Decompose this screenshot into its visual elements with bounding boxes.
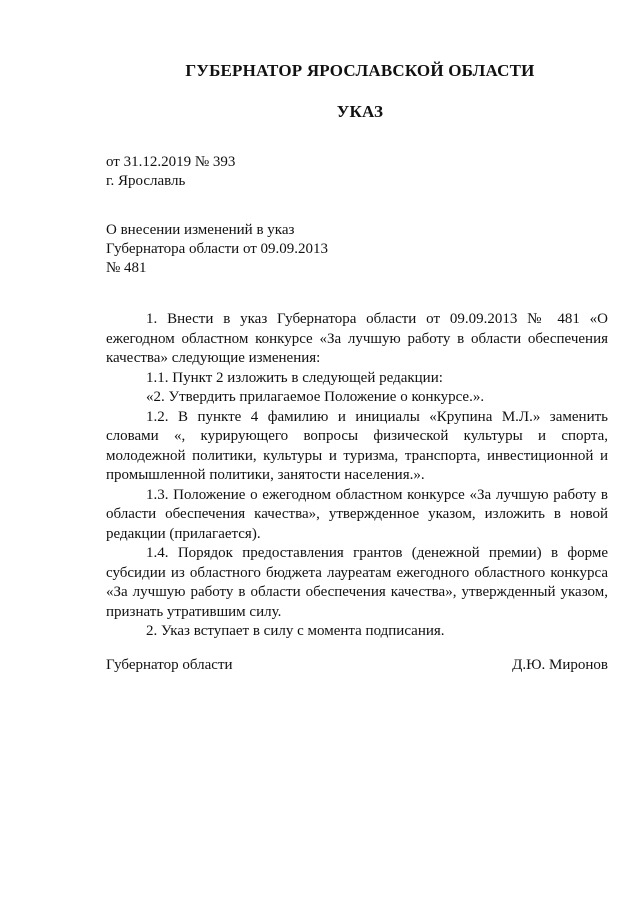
body-paragraph: 1.4. Порядок предоставления грантов (денежной премии) в форме субсидии из областного бюджета лауреатам ежегодного областного конкурса «За лучшую работу в области обеспечения качества», утвержденный указом, признать утратившим силу.	[106, 545, 608, 620]
body-paragraph: «2. Утвердить прилагаемое Положение о конкурсе.».	[146, 389, 485, 405]
signatory-position: Губернатор области	[106, 657, 233, 673]
body-paragraph: 1.2. В пункте 4 фамилию и инициалы «Крупина М.Л.» заменить словами «, курирующего вопросы физической культуры и спорта, молодежной политики, культуры и туризма, транспорта, инвестиционной и промышленной политики, занятости населения.».	[106, 408, 608, 483]
body-paragraph: 1.3. Положение о ежегодном областном конкурсе «За лучшую работу в области обеспечения качества», утвержденное указом, изложить в новой редакции (прилагается).	[106, 486, 608, 542]
subject-line: О внесении изменений в указ	[106, 222, 295, 238]
document-subject	[106, 221, 366, 278]
document-date-number: от 31.12.2019 № 393	[106, 154, 236, 170]
subject-line: № 481	[106, 260, 147, 276]
body-paragraph: 2. Указ вступает в силу с момента подписания.	[146, 623, 445, 639]
document-type-title: УКАЗ	[336, 102, 384, 121]
subject-line: Губернатора области от 09.09.2013	[106, 241, 329, 257]
body-paragraph: 1.1. Пункт 2 изложить в следующей редакции:	[146, 369, 443, 386]
body-paragraph: 1. Внести в указ Губернатора области от 09.09.2013 № 481 «О ежегодном областном конкурсе «За лучшую работу в области обеспечения качества» следующие изменения:	[106, 311, 608, 366]
signatory-name: Д.Ю. Миронов	[512, 657, 608, 673]
document-body	[106, 310, 608, 642]
document-city: г. Ярославль	[106, 173, 186, 189]
document-organization-title: ГУБЕРНАТОР ЯРОСЛАВСКОЙ ОБЛАСТИ	[185, 61, 535, 80]
